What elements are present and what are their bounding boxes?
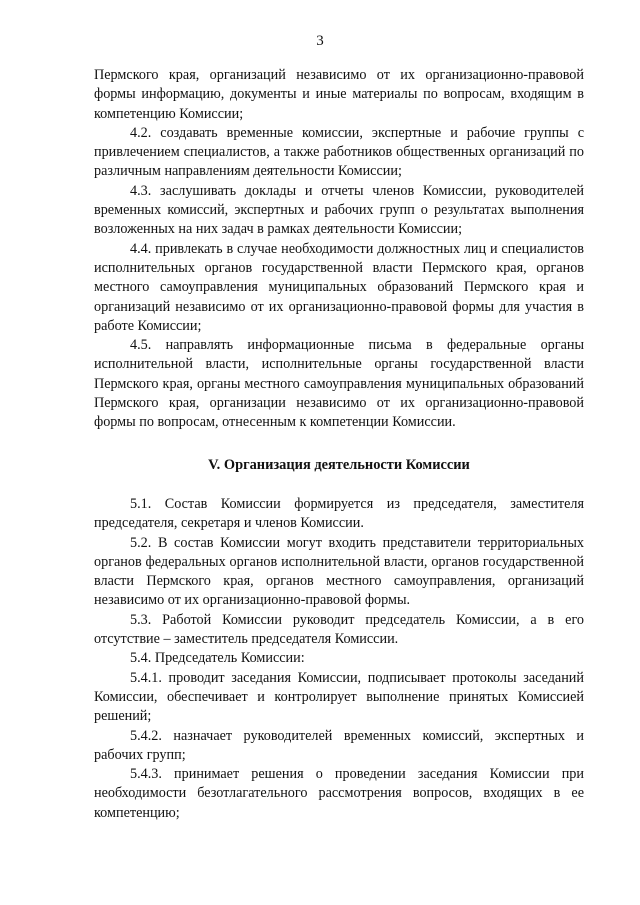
paragraph-5-2: 5.2. В состав Комиссии могут входить представители территориальных органов федеральных органов исполнительной власти, органов государственной власти Пермского края, органов местного самоуправления, организаций независимо от их организационно-правовой формы.	[94, 534, 584, 609]
paragraph-5-4: 5.4. Председатель Комиссии:	[130, 650, 305, 667]
paragraph-4-2: 4.2. создавать временные комиссии, экспертные и рабочие группы с привлечением специалистов, а также работников общественных организаций по различным направлениям деятельности Комиссии;	[94, 124, 584, 180]
section-heading: V. Организация деятельности Комиссии	[208, 456, 470, 473]
document-body	[94, 66, 584, 823]
paragraph-5-3: 5.3. Работой Комиссии руководит председатель Комиссии, а в его отсутствие – заместитель председателя Комиссии.	[94, 611, 584, 648]
paragraph-5-1: 5.1. Состав Комиссии формируется из председателя, заместителя председателя, секретаря и членов Комиссии.	[94, 495, 584, 532]
paragraph-5-4-3: 5.4.3. принимает решения о проведении заседания Комиссии при необходимости безотлагательного рассмотрения вопросов, входящих в ее компетенцию;	[94, 766, 584, 821]
paragraph-4-5: 4.5. направлять информационные письма в федеральные органы исполнительной власти, исполнительные органы государственной власти Пермского края, органы местного самоуправления муниципальных образований Пермского края, организации независимо от их организационно-правовой формы по вопросам, отнесенным к компетенции Комиссии.	[94, 337, 584, 431]
paragraph-continuation: Пермского края, организаций независимо от их организационно-правовой формы информацию, документы и иные материалы по вопросам, входящим в компетенцию Комиссии;	[94, 67, 584, 122]
paragraph-4-3: 4.3. заслушивать доклады и отчеты членов Комиссии, руководителей временных комиссий, экспертных и рабочих групп о результатах выполнения возложенных на них задач в рамках деятельности Комиссии;	[94, 182, 584, 238]
page-number: 3	[316, 33, 324, 49]
paragraph-5-4-1: 5.4.1. проводит заседания Комиссии, подписывает протоколы заседаний Комиссии, обеспечивает и контролирует выполнение принятых Комиссией решений;	[94, 669, 584, 725]
paragraph-5-4-2: 5.4.2. назначает руководителей временных комиссий, экспертных и рабочих групп;	[94, 727, 584, 763]
paragraph-4-4: 4.4. привлекать в случае необходимости должностных лиц и специалистов исполнительных органов государственной власти Пермского края, органов местного самоуправления муниципальных образований Пермского края и организаций независимо от их организационно-правовой формы для участия в работе Комиссии;	[94, 240, 584, 334]
